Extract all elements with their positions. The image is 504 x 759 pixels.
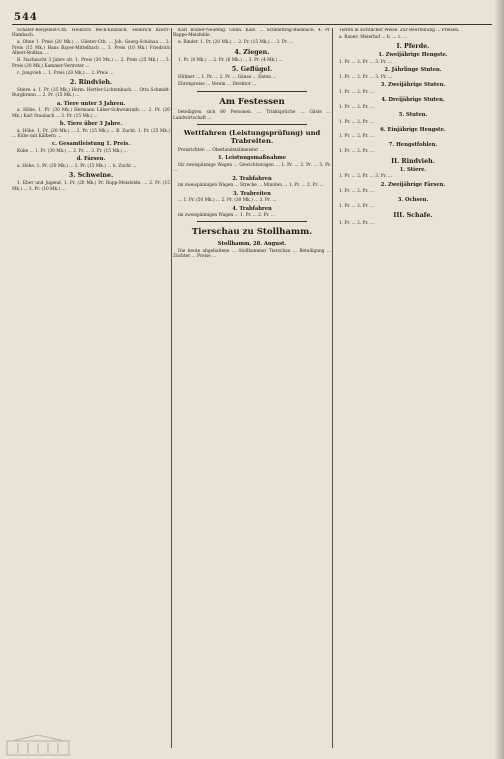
page-number: 544 (14, 12, 38, 23)
header-rule (12, 24, 492, 25)
paragraph: 1. Pr. ... 2. Pr. ... 3. Pr. ... (339, 74, 393, 80)
paragraph: 1. Pr. ... 2. Pr. ... (339, 119, 374, 125)
paragraph: a. Bauer: Meierhof ... b. ... c. ... (339, 35, 408, 40)
page-edge-shadow (494, 0, 504, 759)
article-headline: Am Festessen (219, 96, 285, 107)
library-stamp-logo (6, 735, 70, 757)
section-heading: I. Pferde. (396, 43, 430, 51)
separator (197, 91, 307, 92)
paragraph: 1. Pr. ... 2. Pr. ... 3. Pr. ... (339, 174, 393, 180)
paragraph: 1. Pr. ... 2. Pr. ... (339, 204, 374, 210)
paragraph: 1. Pr. ... 2. Pr. ... (339, 104, 374, 110)
subheading: d. Färsen. (76, 156, 106, 163)
paragraph: a. Ohne 1. Preis (20 Mk.) ... Günter-Cth. ... Joh. Georg-Schönau ... 2. Preis (15 Mk.) Hans Bayer-Mittelbach ... 3. Preis (10 Mk.) Friedrich Albert-Roßlau. ... (12, 40, 170, 57)
paragraph: 1. Pr. ... 2. Pr. ... 3. Pr. ... (339, 59, 393, 65)
paragraph: 1. Pr. (8 Mk.) ... 2. Pr. (6 Mk.) ... 3. Pr. (4 Mk.) ... (178, 57, 283, 63)
subheading: 2. Trabfahren (232, 175, 272, 182)
subheading: 4. Dreijährige Stuten. (381, 97, 445, 104)
subheading: 3. Trabreiten (233, 190, 271, 197)
column-3 (334, 28, 492, 748)
section-heading: 2. Rindvieh. (69, 79, 113, 87)
subheading: a. Tiere unter 3 Jahren. (56, 100, 126, 107)
paragraph: Preisrichter: ... Oberlandstallmeister ... (178, 148, 264, 154)
column-2 (173, 28, 331, 748)
paragraph: a. Höhe. 1. Pr. (20 Mk.) ... 2. Pr. (15 Mk.) ... B. Zucht. 1. Pr. (25 Mk.) ... Kühe mit Kälbern ... (12, 128, 170, 140)
paragraph: 1. Pr. ... 2. Pr. ... (339, 134, 374, 140)
separator (197, 124, 307, 125)
subheading: 4. Trabfahren (232, 205, 272, 212)
article-headline: Wettfahren (Leistungsprüfung) und Trabreiten. (183, 129, 321, 146)
column-rule (171, 28, 172, 748)
subheading: 2. Zweijährige Färsen. (380, 181, 446, 188)
paragraph: Karl Bolber-Neufeng. Gunn. Kast. ... Schmetting-Bienbach. 4. Pr. Bappe-Meisfelde. (173, 28, 331, 39)
subheading: 1. Stiere. (399, 166, 427, 173)
paragraph: 1. Pr. ... 2. Pr. ... (339, 189, 374, 195)
paragraph: 1. Pr. ... 2. Pr. ... (339, 89, 374, 95)
paragraph: im zweispännigen Wagen ... 1. Pr. ... 2. Pr. ... (178, 213, 275, 219)
paragraph: Ehrenpreise ... Verein ... Direktor ... (178, 82, 257, 88)
section-heading: 3. Schweine. (68, 172, 114, 180)
section-heading: II. Rindvieh. (391, 157, 435, 165)
paragraph: Die heute abgehaltene ... Stollhammer Tierschau ... Beteiligung ... Züchter ... Preise ... (173, 248, 331, 259)
separator (197, 221, 307, 222)
paragraph: Tieren in sichtlicher Weise. Zur Beurteilung ... Preisen. (339, 28, 460, 33)
subheading: 1. Zweijährige Hengste. (378, 52, 448, 59)
subheading: 3. Zweijährige Stuten. (380, 82, 446, 89)
section-heading: 4. Ziegen. (234, 48, 270, 56)
paragraph: Hühner ... 1. Pr. ... 2. Pr. ... Gänse ... Enten ... (178, 75, 277, 81)
paragraph: c. Jungvieh ... 1. Preis (20 Mk.) ... 2. Preis ... (17, 70, 114, 76)
paragraph: Schäfer-Bergebiet-Cth. Heinrich Beck-Kinzlach. Heinrich Knorr-Hambach. (12, 28, 170, 39)
subheading: b. Tiere über 3 Jahre. (59, 121, 123, 128)
subheading: c. Gesamtleistung 1. Preis. (51, 141, 131, 148)
subheading: 1. Leistungsmaßnahme (217, 155, 287, 162)
paragraph: Kühe ... 1. Pr. (30 Mk.) ... 2. Pr. ... 3. Pr. (15 Mk.) ... (17, 148, 128, 154)
subheading: 2. Jährlinge Stuten. (384, 67, 442, 74)
column-1 (12, 28, 170, 748)
subheading: 5. Stuten. (398, 112, 428, 119)
article-headline: Tierschau zu Stollhamm. (191, 227, 313, 238)
paragraph: beteiligten sich 60 Personen. ... Trinksprüche ... Gäste ... Landwirtschaft ... (173, 110, 331, 121)
paragraph: ... 1. Pr. (50 Mk.) ... 2. Pr. (30 Mk.) ... 3. Pr. ... (178, 198, 277, 204)
section-heading: III. Schafe. (393, 212, 433, 220)
paragraph: a. Höhe. 1. Pr. (30 Mk.) Hermann Lüber-Schweinrath. ... 2. Pr. (20 Mk.) Karl Staubach ... 3. Pr. (15 Mk.) ... (12, 108, 170, 119)
section-heading: 5. Geflügel. (231, 66, 273, 74)
paragraph: e. Rinder. 1. Pr. (20 Mk.) ... 2. Pr. (15 Mk.) ... 3. Pr. ... (178, 40, 294, 46)
paragraph: Stiere. a. 1. Pr. (25 Mk.) Herm. Hertler-Lichtenbach. ... Otto Schmidt-Burgbrunn ... 2. Pr. (15 Mk.) ... (12, 88, 170, 99)
paragraph: 1. Eber und Jugend. 1. Pr. (20 Mk.) Pr. Rupp-Meisfelde. ... 2. Pr. (15 Mk.) ... 3. Pr. (10 Mk.) ... (12, 181, 170, 192)
subheading: 3. Ochsen. (397, 196, 429, 203)
paragraph: B. Nachzucht 3 Jahre alt. 1. Preis (30 Mk.) ... 2. Preis (25 Mk.) ... 3. Preis (20 Mk.) Kammer-Vertreter ... (12, 58, 170, 69)
paragraph: 1. Pr. ... 2. Pr. ... (339, 221, 374, 227)
column-rule (332, 28, 333, 748)
paragraph: a. Höhe. 1. Pr. (20 Mk.) ... 2. Pr. (15 Mk.) ... b. Zucht ... (17, 163, 137, 169)
paragraph: im zweispännigen Wagen ... Strecke ... Minuten ... 1. Pr. ... 2. Pr. ... (178, 183, 324, 189)
subheading: 7. Hengstfohlen. (388, 141, 438, 148)
dateline: Stollhamm, 28. August. (217, 241, 287, 248)
paragraph: 1. Pr. ... 2. Pr. ... (339, 149, 374, 155)
subheading: 6. Einjährige Hengste. (380, 126, 446, 133)
paragraph: für zweispännige Wagen ... Gewichtswagen ... 1. Pr. ... 2. Pr. ... 3. Pr. ... (173, 162, 331, 174)
